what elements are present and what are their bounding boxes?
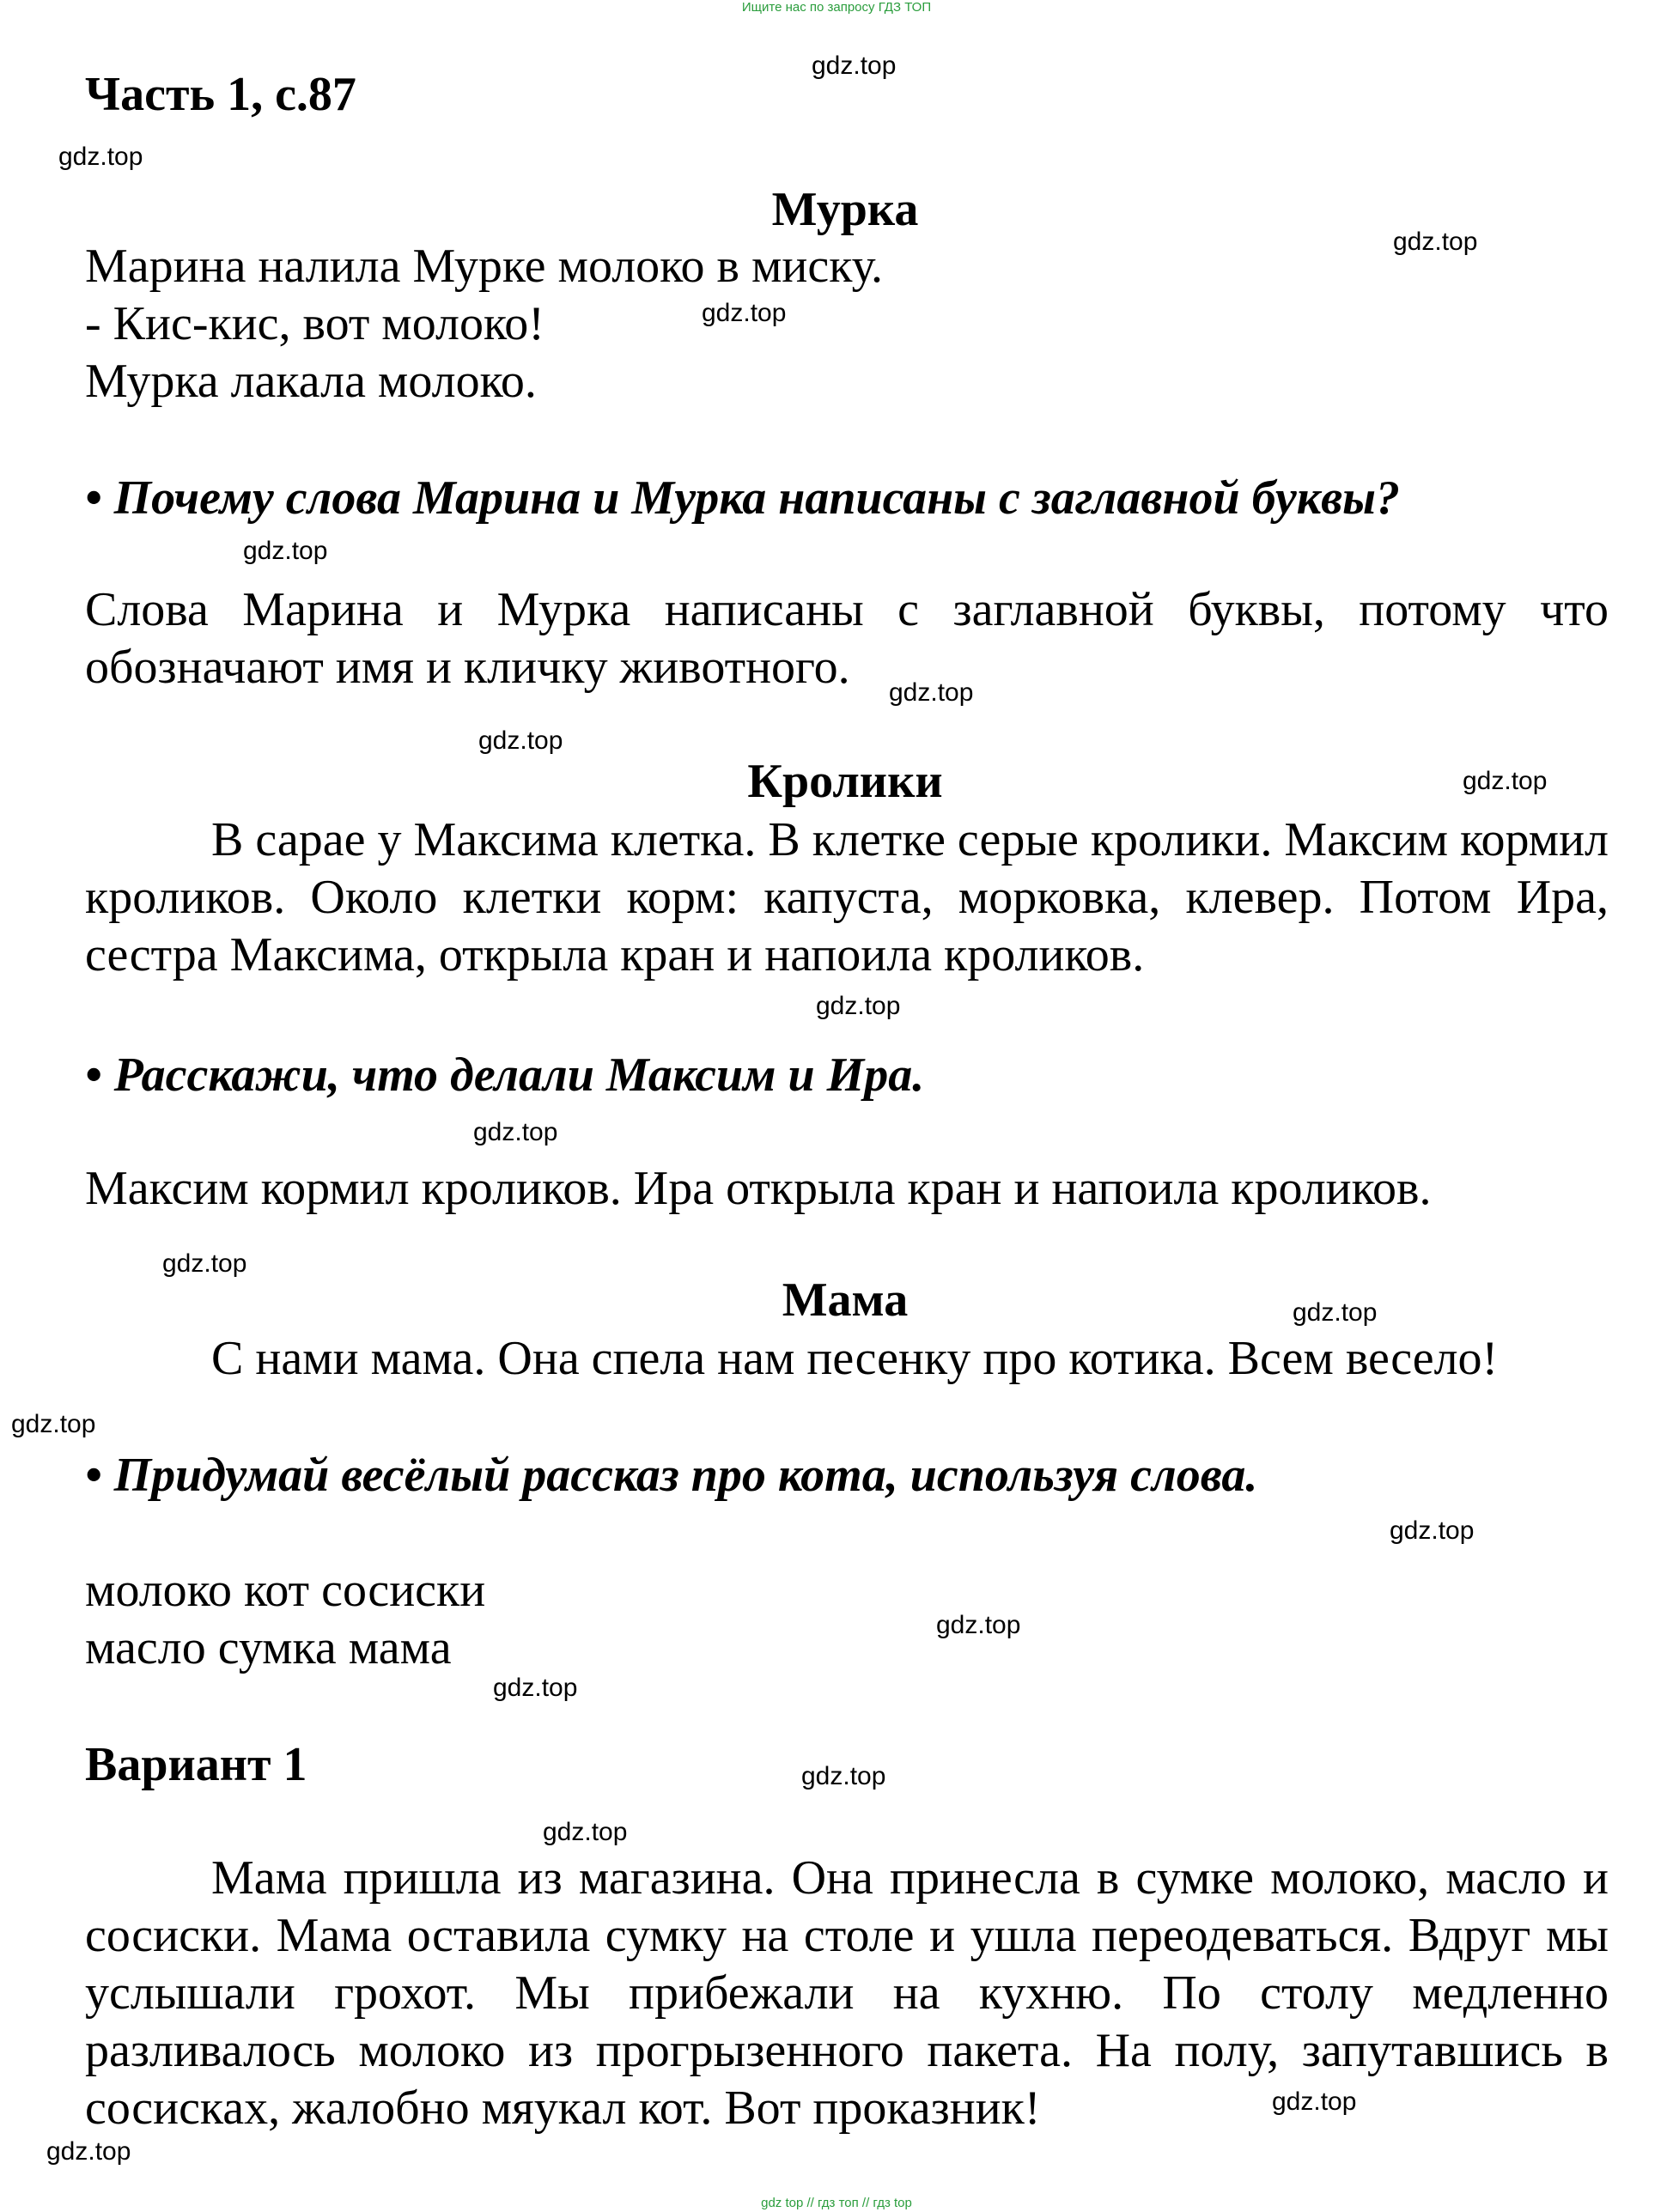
- question: • Придумай весёлый рассказ про кота, используя слова.: [85, 1449, 1258, 1502]
- watermark: gdz.top: [936, 1611, 1021, 1639]
- bottom-banner: gdz top // гдз топ // гдз top: [761, 2196, 912, 2210]
- top-banner: Ищите нас по запросу ГДЗ ТОП: [741, 0, 932, 15]
- watermark: gdz.top: [812, 52, 897, 80]
- watermark: gdz.top: [493, 1674, 578, 1702]
- watermark: gdz.top: [11, 1410, 96, 1438]
- watermark: gdz.top: [58, 143, 143, 171]
- watermark: gdz.top: [162, 1249, 247, 1278]
- watermark: gdz.top: [1393, 228, 1478, 256]
- watermark: gdz.top: [46, 2137, 131, 2166]
- watermark: gdz.top: [889, 678, 974, 707]
- story-text: С нами мама. Она спела нам песенку про котика. Всем весело!: [211, 1332, 1499, 1385]
- watermark: gdz.top: [1390, 1516, 1475, 1545]
- word-line: молоко кот сосиски: [85, 1564, 486, 1617]
- text-line: Марина налила Мурке молоко в миску.: [85, 240, 884, 293]
- question: • Почему слова Марина и Мурка написаны с заглавной буквы?: [85, 471, 1400, 525]
- variant-text: Мама пришла из магазина. Она принесла в сумке молоко, масло и сосиски. Мама оставила сумку на столе и ушла переодеваться. Вдруг мы услышали грохот. Мы прибежали на кухню. По столу медленно разливалось молоко из прогрызенного пакета. На полу, запутавшись в сосисках, жалобно мяукал кот. Вот проказник!: [85, 1851, 1609, 2135]
- section-title-murka: Мурка: [771, 183, 919, 236]
- watermark: gdz.top: [801, 1762, 886, 1790]
- text-line: - Кис-кис, вот молоко!: [85, 297, 544, 350]
- watermark: gdz.top: [702, 299, 787, 327]
- page-title: Часть 1, с.87: [85, 68, 356, 121]
- answer: Слова Марина и Мурка написаны с заглавной буквы, потому что обозначают имя и кличку животного.: [85, 583, 1609, 694]
- question: • Расскажи, что делали Максим и Ира.: [85, 1048, 925, 1102]
- watermark: gdz.top: [816, 992, 901, 1020]
- word-line: масло сумка мама: [85, 1621, 452, 1674]
- watermark: gdz.top: [1272, 2087, 1357, 2116]
- section-title-mama: Мама: [782, 1273, 909, 1327]
- watermark: gdz.top: [1463, 767, 1548, 795]
- watermark: gdz.top: [478, 726, 563, 755]
- watermark: gdz.top: [473, 1118, 558, 1146]
- story-text: В сарае у Максима клетка. В клетке серые кролики. Максим кормил кроликов. Около клетки корм: капуста, морковка, клевер. Потом Ира, сестра Максима, открыла кран и напоила кроликов.: [85, 813, 1609, 981]
- watermark: gdz.top: [243, 537, 328, 565]
- text-line: Мурка лакала молоко.: [85, 355, 537, 408]
- answer: Максим кормил кроликов. Ира открыла кран и напоила кроликов.: [85, 1162, 1432, 1215]
- section-title-kroliki: Кролики: [747, 755, 943, 808]
- variant-title: Вариант 1: [85, 1738, 307, 1791]
- watermark: gdz.top: [543, 1818, 628, 1846]
- watermark: gdz.top: [1293, 1298, 1378, 1327]
